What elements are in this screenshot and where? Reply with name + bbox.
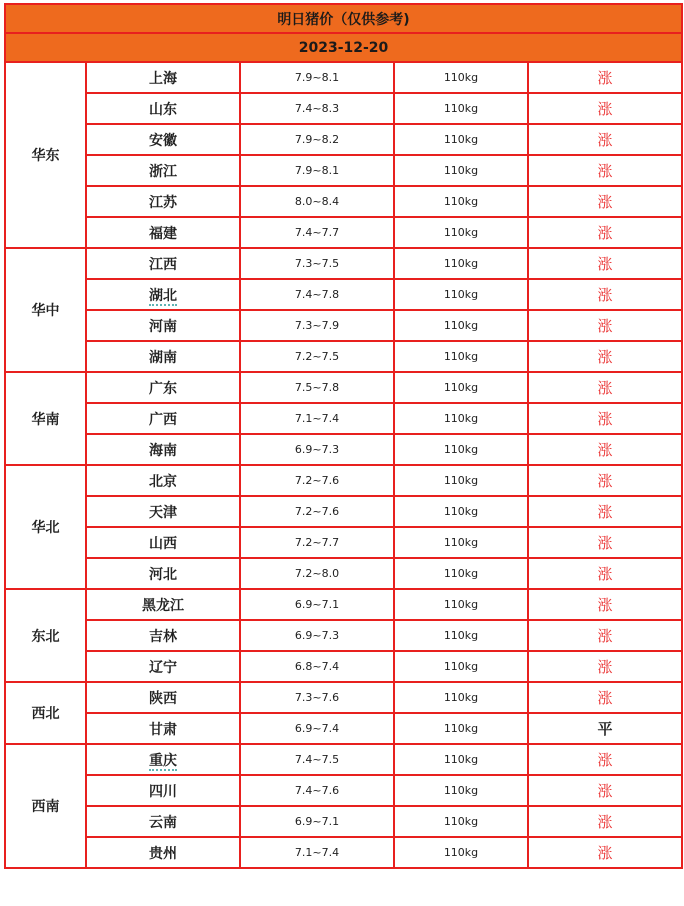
trend-cell: 涨 — [528, 403, 682, 434]
trend-cell: 涨 — [528, 217, 682, 248]
weight-cell: 110kg — [394, 837, 528, 868]
region-cell: 华东 — [5, 62, 86, 248]
province-label: 浙江 — [149, 163, 177, 180]
weight-cell: 110kg — [394, 186, 528, 217]
province-cell — [86, 341, 240, 372]
weight-cell: 110kg — [394, 620, 528, 651]
trend-cell: 涨 — [528, 682, 682, 713]
weight-cell: 110kg — [394, 310, 528, 341]
weight-cell: 110kg — [394, 558, 528, 589]
table-row — [5, 713, 682, 744]
weight-cell: 110kg — [394, 496, 528, 527]
region-cell: 西南 — [5, 744, 86, 868]
price-cell: 7.2~7.6 — [240, 465, 394, 496]
province-label: 江西 — [149, 256, 177, 273]
trend-cell: 涨 — [528, 434, 682, 465]
price-cell: 6.9~7.3 — [240, 434, 394, 465]
price-cell: 7.2~7.7 — [240, 527, 394, 558]
region-cell: 华中 — [5, 248, 86, 372]
table-row — [5, 93, 682, 124]
weight-cell: 110kg — [394, 434, 528, 465]
price-cell: 7.4~7.6 — [240, 775, 394, 806]
province-cell — [86, 496, 240, 527]
table-row — [5, 620, 682, 651]
trend-cell: 涨 — [528, 465, 682, 496]
table-row — [5, 589, 682, 620]
price-cell: 7.4~7.5 — [240, 744, 394, 775]
province-cell — [86, 124, 240, 155]
province-label: 山西 — [149, 535, 177, 552]
price-cell: 6.9~7.1 — [240, 806, 394, 837]
trend-cell: 涨 — [528, 806, 682, 837]
weight-cell: 110kg — [394, 93, 528, 124]
province-cell — [86, 310, 240, 341]
weight-cell: 110kg — [394, 589, 528, 620]
province-label: 安徽 — [149, 132, 177, 149]
province-cell — [86, 372, 240, 403]
province-cell — [86, 93, 240, 124]
province-cell — [86, 527, 240, 558]
trend-cell: 涨 — [528, 62, 682, 93]
table-row — [5, 310, 682, 341]
province-label: 海南 — [149, 442, 177, 459]
weight-cell: 110kg — [394, 124, 528, 155]
price-cell: 6.9~7.4 — [240, 713, 394, 744]
trend-cell: 平 — [528, 713, 682, 744]
province-label: 北京 — [149, 473, 177, 490]
province-cell — [86, 558, 240, 589]
province-label: 湖南 — [149, 349, 177, 366]
region-cell: 东北 — [5, 589, 86, 682]
province-label: 辽宁 — [149, 659, 177, 676]
province-label: 上海 — [149, 70, 177, 87]
weight-cell: 110kg — [394, 341, 528, 372]
province-cell — [86, 248, 240, 279]
weight-cell: 110kg — [394, 775, 528, 806]
province-cell — [86, 837, 240, 868]
table-row — [5, 806, 682, 837]
province-cell — [86, 62, 240, 93]
province-cell — [86, 713, 240, 744]
province-cell — [86, 806, 240, 837]
province-label: 广东 — [149, 380, 177, 397]
title-row — [5, 4, 682, 33]
province-label: 陕西 — [149, 690, 177, 707]
province-label: 河南 — [149, 318, 177, 335]
price-cell: 7.2~8.0 — [240, 558, 394, 589]
province-label: 云南 — [149, 814, 177, 831]
table-row — [5, 186, 682, 217]
table-row — [5, 558, 682, 589]
table-row — [5, 248, 682, 279]
table-row — [5, 651, 682, 682]
trend-cell: 涨 — [528, 372, 682, 403]
trend-cell: 涨 — [528, 93, 682, 124]
trend-cell: 涨 — [528, 527, 682, 558]
weight-cell: 110kg — [394, 248, 528, 279]
table-row — [5, 124, 682, 155]
trend-cell: 涨 — [528, 589, 682, 620]
weight-cell: 110kg — [394, 217, 528, 248]
trend-cell: 涨 — [528, 558, 682, 589]
trend-cell: 涨 — [528, 155, 682, 186]
table-row — [5, 434, 682, 465]
province-cell — [86, 279, 240, 310]
weight-cell: 110kg — [394, 155, 528, 186]
province-label: 甘肃 — [149, 721, 177, 738]
price-cell: 7.4~7.8 — [240, 279, 394, 310]
province-cell — [86, 186, 240, 217]
price-cell: 6.9~7.3 — [240, 620, 394, 651]
province-label: 广西 — [149, 411, 177, 428]
table-row — [5, 279, 682, 310]
table-row — [5, 496, 682, 527]
price-cell: 8.0~8.4 — [240, 186, 394, 217]
table-row — [5, 775, 682, 806]
price-cell: 7.3~7.6 — [240, 682, 394, 713]
price-cell: 7.1~7.4 — [240, 403, 394, 434]
weight-cell: 110kg — [394, 651, 528, 682]
price-cell: 6.9~7.1 — [240, 589, 394, 620]
trend-cell: 涨 — [528, 248, 682, 279]
table-row — [5, 217, 682, 248]
table-row — [5, 744, 682, 775]
table-row — [5, 341, 682, 372]
trend-cell: 涨 — [528, 651, 682, 682]
table-row — [5, 837, 682, 868]
trend-cell: 涨 — [528, 744, 682, 775]
weight-cell: 110kg — [394, 713, 528, 744]
price-cell: 7.4~7.7 — [240, 217, 394, 248]
weight-cell: 110kg — [394, 465, 528, 496]
price-cell: 6.8~7.4 — [240, 651, 394, 682]
trend-cell: 涨 — [528, 341, 682, 372]
table-row — [5, 62, 682, 93]
table-row — [5, 403, 682, 434]
province-cell — [86, 465, 240, 496]
price-cell: 7.1~7.4 — [240, 837, 394, 868]
province-label: 山东 — [149, 101, 177, 118]
table-row — [5, 527, 682, 558]
weight-cell: 110kg — [394, 744, 528, 775]
region-cell: 西北 — [5, 682, 86, 744]
province-cell — [86, 589, 240, 620]
trend-cell: 涨 — [528, 279, 682, 310]
province-label: 贵州 — [149, 845, 177, 862]
province-cell — [86, 403, 240, 434]
province-cell — [86, 155, 240, 186]
table-row — [5, 155, 682, 186]
trend-cell: 涨 — [528, 620, 682, 651]
province-cell — [86, 775, 240, 806]
pig-price-table — [4, 3, 683, 869]
table-row — [5, 372, 682, 403]
province-cell — [86, 682, 240, 713]
region-cell: 华南 — [5, 372, 86, 465]
province-label: 福建 — [149, 225, 177, 242]
weight-cell: 110kg — [394, 682, 528, 713]
province-cell — [86, 217, 240, 248]
price-cell: 7.3~7.9 — [240, 310, 394, 341]
province-label: 黑龙江 — [142, 597, 184, 614]
province-cell — [86, 744, 240, 775]
table-row — [5, 682, 682, 713]
price-cell: 7.4~8.3 — [240, 93, 394, 124]
province-label: 江苏 — [149, 194, 177, 211]
trend-cell: 涨 — [528, 310, 682, 341]
trend-cell: 涨 — [528, 186, 682, 217]
weight-cell: 110kg — [394, 372, 528, 403]
province-label: 四川 — [149, 783, 177, 800]
trend-cell: 涨 — [528, 124, 682, 155]
table-date: 2023-12-20 — [5, 33, 682, 62]
province-label: 湖北 — [149, 287, 177, 304]
province-cell — [86, 434, 240, 465]
region-cell: 华北 — [5, 465, 86, 589]
price-cell: 7.9~8.1 — [240, 62, 394, 93]
trend-cell: 涨 — [528, 496, 682, 527]
weight-cell: 110kg — [394, 62, 528, 93]
trend-cell: 涨 — [528, 775, 682, 806]
price-cell: 7.5~7.8 — [240, 372, 394, 403]
table-title: 明日猪价（仅供参考) — [5, 4, 682, 33]
date-row — [5, 33, 682, 62]
weight-cell: 110kg — [394, 403, 528, 434]
price-cell: 7.9~8.1 — [240, 155, 394, 186]
table-row — [5, 465, 682, 496]
price-cell: 7.2~7.5 — [240, 341, 394, 372]
province-cell — [86, 651, 240, 682]
weight-cell: 110kg — [394, 527, 528, 558]
province-cell — [86, 620, 240, 651]
province-label: 河北 — [149, 566, 177, 583]
province-label: 吉林 — [149, 628, 177, 645]
trend-cell: 涨 — [528, 837, 682, 868]
province-label: 重庆 — [149, 752, 177, 769]
price-cell: 7.2~7.6 — [240, 496, 394, 527]
weight-cell: 110kg — [394, 806, 528, 837]
price-cell: 7.3~7.5 — [240, 248, 394, 279]
weight-cell: 110kg — [394, 279, 528, 310]
province-label: 天津 — [149, 504, 177, 521]
price-cell: 7.9~8.2 — [240, 124, 394, 155]
